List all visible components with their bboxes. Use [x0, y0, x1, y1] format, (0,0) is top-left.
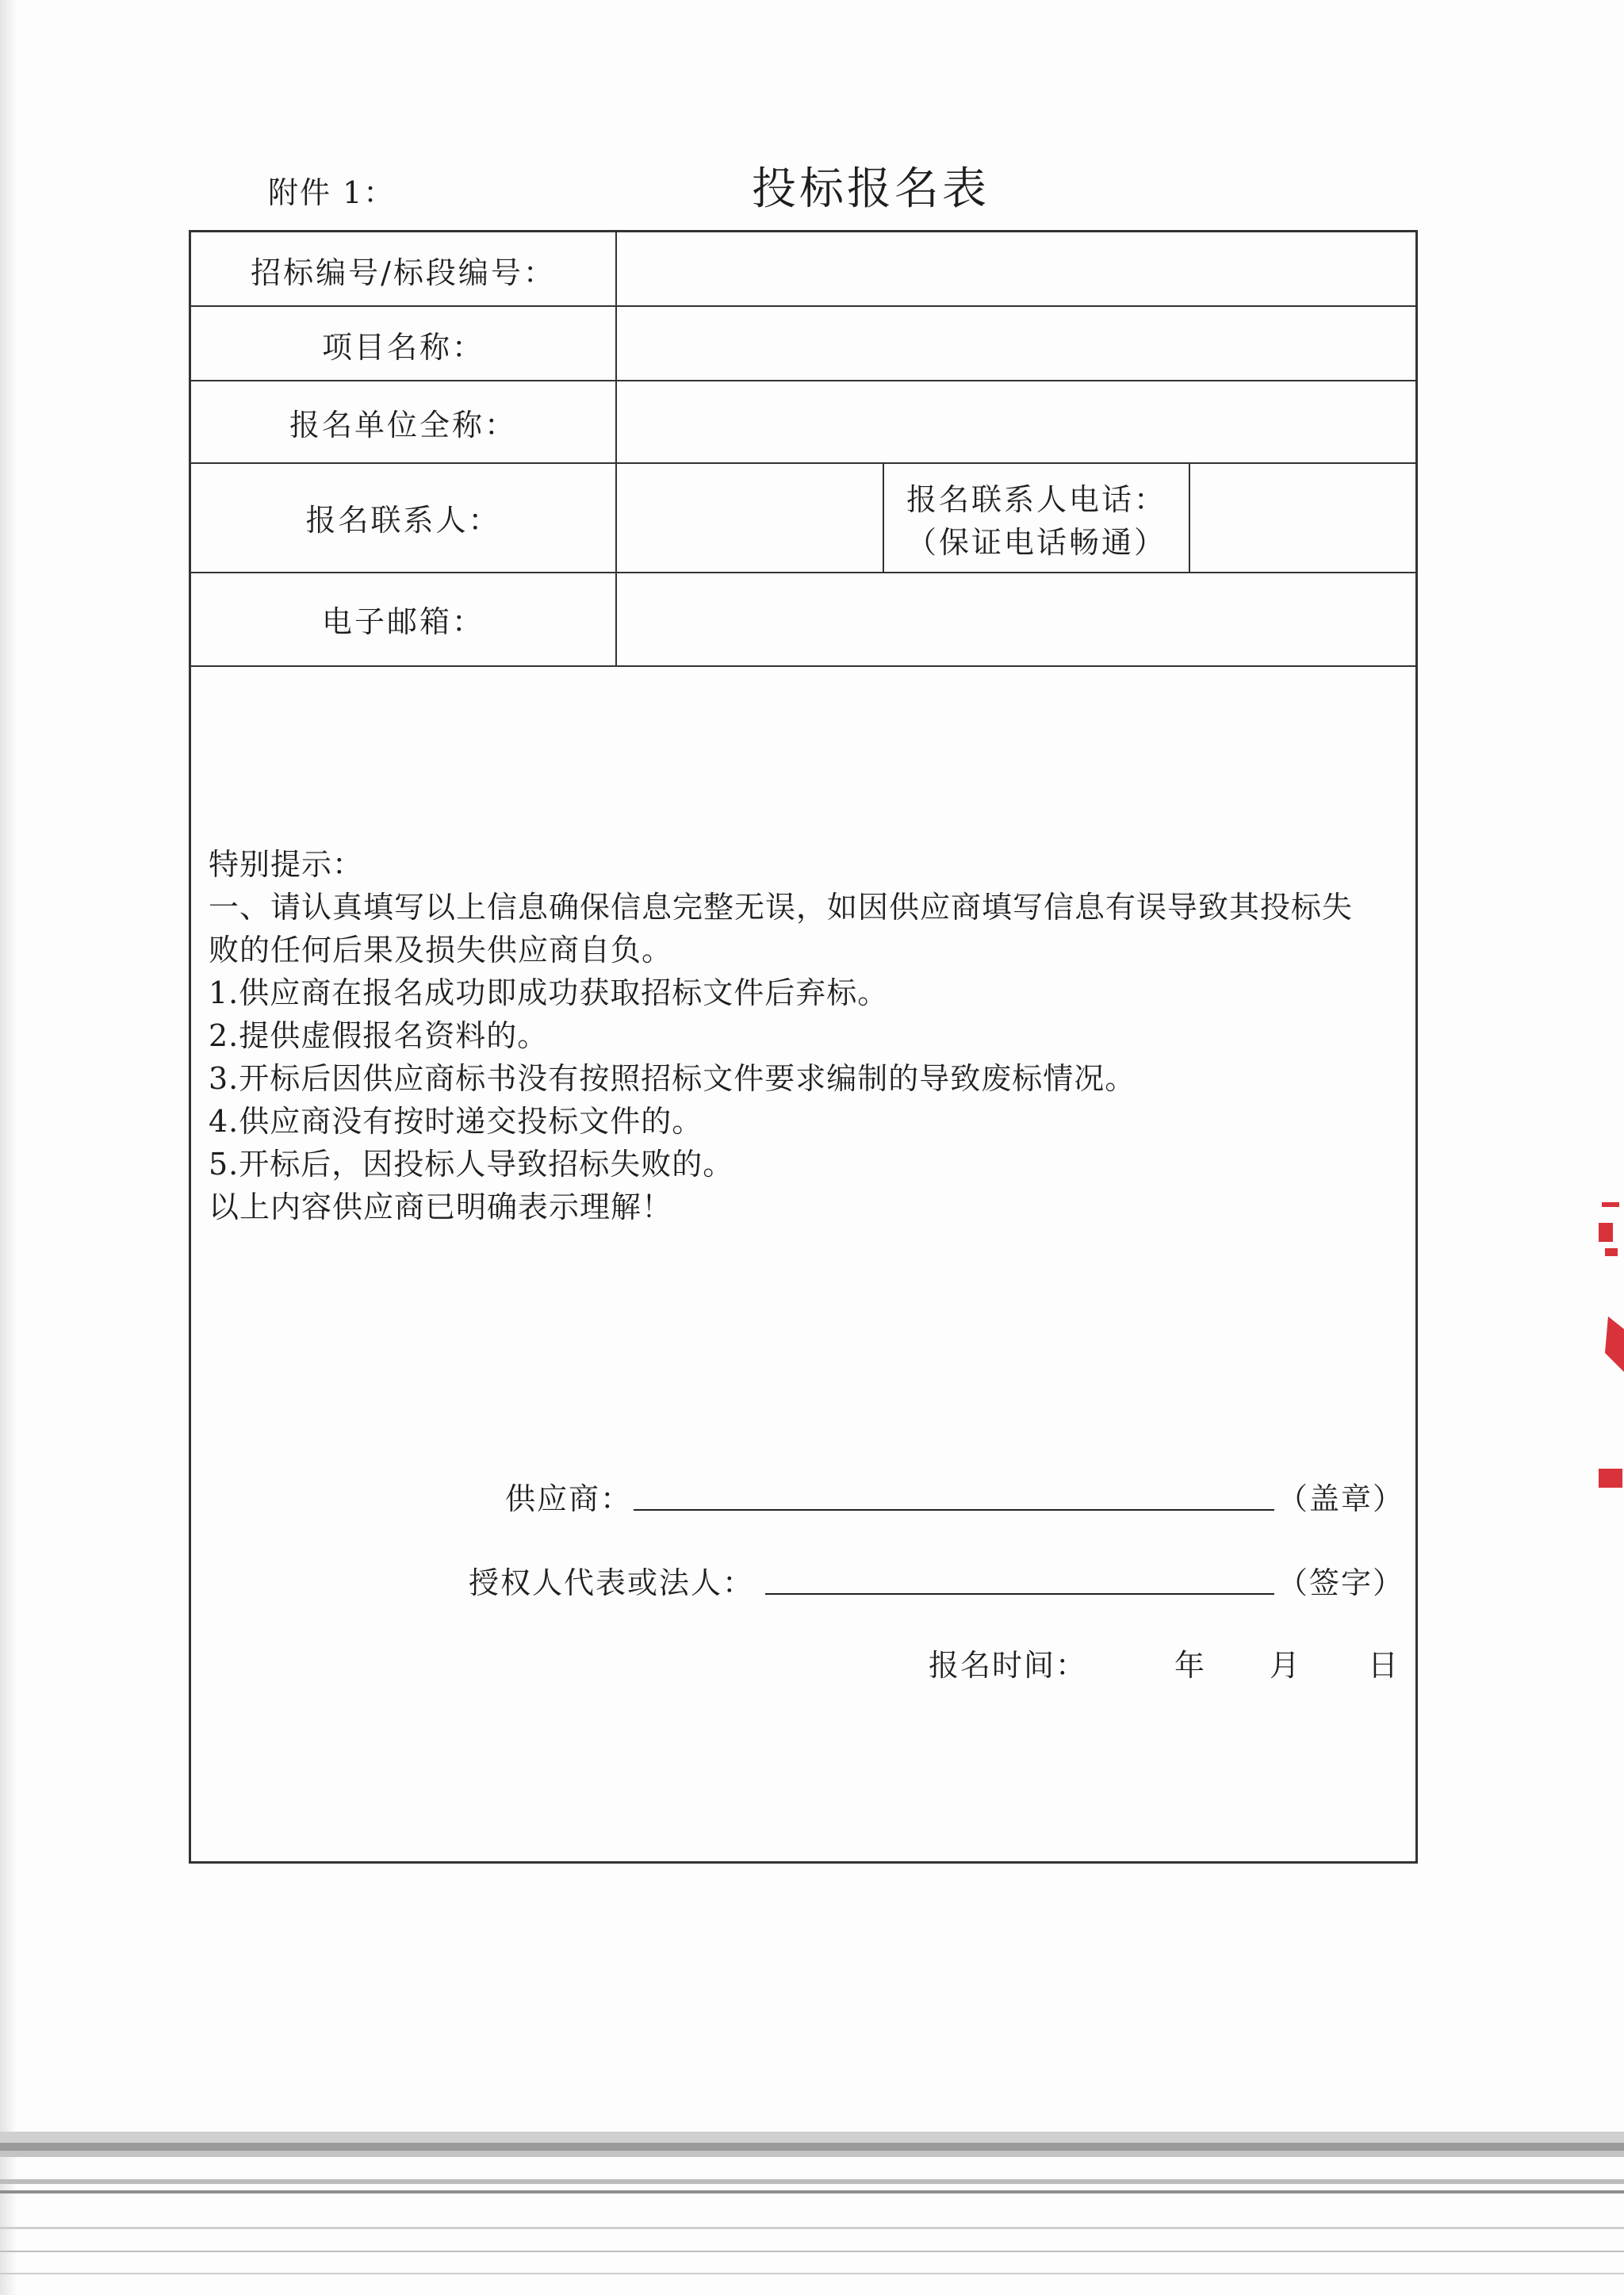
- scan-noise-band: [0, 2132, 1624, 2295]
- notice-line: 一、请认真填写以上信息确保信息完整无误，如因供应商填写信息有误导致其投标失: [209, 890, 1354, 925]
- bid-number-field[interactable]: [617, 232, 1415, 305]
- company-name-field[interactable]: [617, 381, 1415, 462]
- email-label: 电子邮箱：: [321, 604, 485, 639]
- supplier-signature-line[interactable]: [634, 1509, 1274, 1511]
- contact-person-label: 报名联系人：: [305, 503, 501, 538]
- project-name-label: 项目名称：: [321, 330, 485, 365]
- representative-signature-line[interactable]: [765, 1593, 1274, 1595]
- notice-line: 5.开标后，因投标人导致招标失败的。: [209, 1147, 734, 1182]
- project-name-field[interactable]: [617, 307, 1415, 380]
- notice-line: 2.提供虚假报名资料的。: [209, 1018, 549, 1053]
- representative-label: 授权人代表或法人：: [469, 1565, 755, 1600]
- notice-line: 1.供应商在报名成功即成功获取招标文件后弃标。: [209, 975, 889, 1010]
- supplier-label: 供应商：: [505, 1481, 633, 1516]
- company-name-label: 报名单位全称：: [289, 408, 517, 443]
- notice-heading: 特别提示：: [209, 847, 364, 882]
- contact-phone-label: 报名联系人电话：: [906, 482, 1166, 517]
- registration-form: [189, 230, 1418, 1864]
- form-title: 投标报名表: [752, 163, 990, 215]
- notice-line: 以上内容供应商已明确表示理解！: [209, 1190, 673, 1224]
- contact-phone-field[interactable]: [1190, 464, 1415, 572]
- contact-person-field[interactable]: [617, 464, 883, 572]
- special-notice: [209, 843, 1414, 1228]
- notice-line: 败的任何后果及损失供应商自负。: [209, 933, 673, 967]
- seal-note: （盖章）: [1277, 1481, 1405, 1516]
- email-field[interactable]: [617, 573, 1415, 665]
- year-label: 年: [1174, 1648, 1207, 1683]
- scan-edge-shadow: [0, 0, 17, 2295]
- notice-line: 3.开标后因供应商标书没有按照招标文件要求编制的导致废标情况。: [209, 1061, 1136, 1096]
- contact-phone-note: （保证电话畅通）: [906, 525, 1166, 560]
- red-stamp-fragment: [1594, 1174, 1624, 1523]
- bid-number-label: 招标编号/标段编号：: [251, 255, 556, 290]
- row-divider: [191, 665, 1415, 667]
- month-label: 月: [1270, 1648, 1302, 1683]
- attachment-label: 附件 1：: [268, 175, 396, 210]
- signature-note: （签字）: [1277, 1565, 1405, 1600]
- day-label: 日: [1368, 1648, 1400, 1683]
- registration-date-label: 报名时间：: [929, 1648, 1088, 1683]
- notice-line: 4.供应商没有按时递交投标文件的。: [209, 1104, 703, 1139]
